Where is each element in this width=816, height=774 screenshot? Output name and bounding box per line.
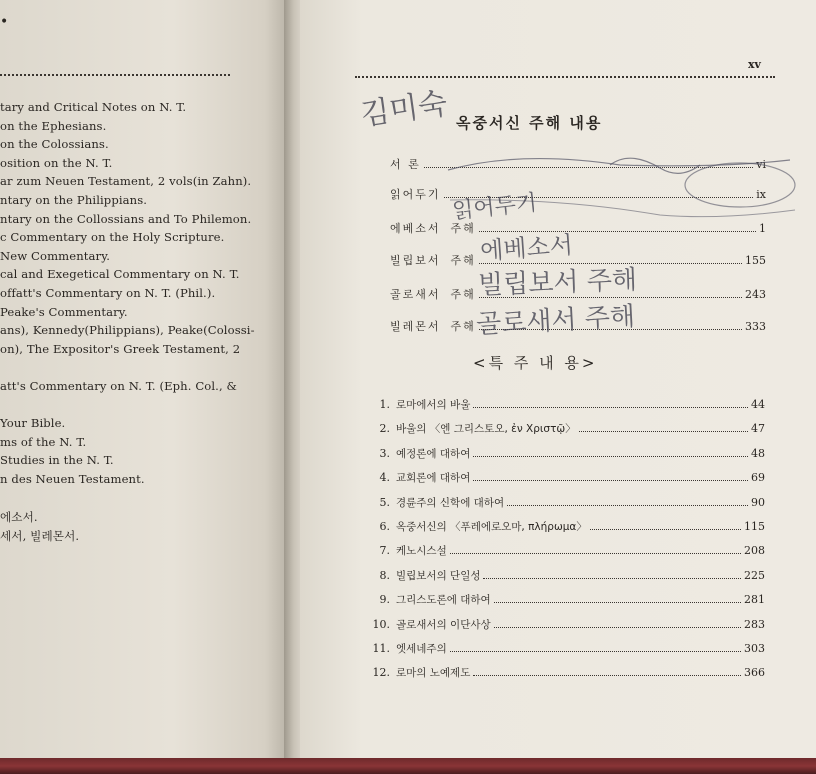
dot-leader bbox=[579, 431, 748, 432]
note-label: 로마의 노예제도 bbox=[396, 667, 471, 680]
handwritten-toc-note: 읽어두기 bbox=[451, 190, 539, 225]
note-number: 9. bbox=[379, 593, 390, 607]
dot-leader bbox=[494, 627, 741, 628]
left-page-line: New Commentary. bbox=[0, 248, 111, 263]
note-row bbox=[370, 519, 765, 535]
note-row bbox=[370, 397, 765, 413]
dot-leader bbox=[473, 480, 748, 481]
note-row bbox=[370, 421, 765, 437]
toc-label-suffix: 주해 bbox=[450, 254, 476, 267]
left-page-line: osition on the N. T. bbox=[0, 155, 113, 170]
toc-page-number: 1 bbox=[759, 222, 766, 235]
toc-page-number: vi bbox=[756, 158, 766, 171]
dot-leader bbox=[473, 407, 748, 408]
note-row bbox=[370, 568, 765, 584]
left-page-line: att's Commentary on N. T. (Eph. Col., & bbox=[0, 379, 237, 393]
left-page-line: tary and Critical Notes on N. T. bbox=[0, 100, 187, 114]
note-number: 1. bbox=[379, 398, 390, 411]
book-bottom-edge bbox=[0, 758, 816, 774]
note-label: 예정론에 대하여 bbox=[396, 447, 471, 460]
left-page-rule bbox=[0, 74, 230, 76]
note-number: 7. bbox=[379, 544, 390, 558]
special-notes-title: <특 주 내 용> bbox=[473, 354, 598, 372]
note-row bbox=[370, 592, 765, 608]
note-row bbox=[370, 641, 765, 657]
left-page-line: ans), Kennedy(Philippians), Peake(Colossi- bbox=[0, 323, 255, 338]
toc-title: 옥중서신 주해 내용 bbox=[456, 114, 603, 132]
left-page-line: 세서, 빌레몬서. bbox=[0, 528, 80, 543]
note-page-number: 303 bbox=[744, 642, 765, 655]
left-page-line: on the Colossians. bbox=[0, 137, 109, 152]
dot-leader bbox=[507, 505, 748, 506]
note-row bbox=[370, 543, 765, 559]
note-label: 로마에서의 바울 bbox=[396, 399, 471, 411]
toc-row bbox=[390, 220, 766, 236]
toc-page-number: 155 bbox=[745, 254, 766, 267]
left-page-line: Your Bible. bbox=[0, 416, 66, 431]
note-number: 8. bbox=[379, 568, 390, 582]
note-page-number: 44 bbox=[751, 398, 765, 411]
note-page-number: 90 bbox=[751, 495, 765, 509]
handwritten-colossians: 골로새서 주해 bbox=[475, 301, 636, 341]
note-row bbox=[370, 446, 765, 462]
left-page-line: ntary on the Collossians and To Philemon. bbox=[0, 211, 252, 226]
note-row bbox=[370, 495, 765, 511]
note-page-number: 281 bbox=[744, 593, 765, 607]
note-page-number: 283 bbox=[744, 617, 765, 631]
left-page-line: on), The Expositor's Greek Testament, 2 bbox=[0, 341, 241, 356]
toc-label-suffix: 주해 bbox=[450, 288, 476, 301]
toc-label: 빌레몬서 bbox=[390, 320, 441, 333]
note-page-number: 48 bbox=[751, 446, 765, 460]
toc-row bbox=[390, 156, 766, 172]
right-page bbox=[300, 0, 816, 760]
left-page-line: ms of the N. T. bbox=[0, 434, 87, 449]
left-page-line: Studies in the N. T. bbox=[0, 453, 114, 468]
note-number: 3. bbox=[379, 446, 390, 460]
toc-label: 읽어두기 bbox=[390, 188, 441, 201]
left-page bbox=[0, 0, 288, 760]
note-label: 케노시스설 bbox=[396, 545, 447, 558]
left-page-mark: • bbox=[0, 14, 9, 30]
toc-label: 서 론 bbox=[390, 158, 421, 171]
note-number: 6. bbox=[379, 520, 390, 533]
note-number: 5. bbox=[379, 495, 390, 509]
left-page-line: Peake's Commentary. bbox=[0, 304, 128, 319]
dot-leader bbox=[473, 456, 748, 457]
dot-leader bbox=[473, 675, 741, 676]
note-label: 골로새서의 이단사상 bbox=[396, 618, 491, 631]
left-page-line: offatt's Commentary on N. T. (Phil.). bbox=[0, 286, 216, 300]
note-page-number: 69 bbox=[751, 471, 765, 485]
right-page-rule bbox=[355, 76, 775, 78]
left-page-line: c Commentary on the Holy Scripture. bbox=[0, 230, 225, 245]
note-label: 빌립보서의 단일성 bbox=[396, 569, 481, 582]
note-page-number: 225 bbox=[744, 568, 765, 582]
toc-label: 에베소서 bbox=[390, 222, 441, 235]
toc-page-number: 243 bbox=[745, 288, 766, 301]
left-page-line: 에소서. bbox=[0, 510, 38, 525]
toc-label-suffix: 주해 bbox=[450, 222, 476, 235]
note-page-number: 366 bbox=[744, 666, 765, 680]
toc-row bbox=[390, 186, 766, 202]
dot-leader bbox=[494, 602, 741, 603]
note-number: 4. bbox=[379, 471, 390, 485]
left-page-line: on the Ephesians. bbox=[0, 118, 107, 133]
note-label: 경륜주의 신학에 대하여 bbox=[396, 496, 505, 509]
note-number: 11. bbox=[372, 642, 390, 655]
note-number: 2. bbox=[379, 422, 390, 436]
toc-label: 골로새서 bbox=[390, 288, 441, 301]
toc-label: 빌립보서 bbox=[390, 254, 441, 267]
dot-leader bbox=[590, 529, 741, 530]
note-label: 옥중서신의 〈푸레에로오마, πλήρωμα〉 bbox=[396, 521, 587, 533]
handwritten-name: 김미숙 bbox=[358, 86, 450, 133]
toc-page-number: 333 bbox=[745, 320, 766, 333]
note-page-number: 208 bbox=[744, 544, 765, 558]
handwritten-philippians: 빌립보서 주해 bbox=[477, 265, 638, 301]
note-row bbox=[370, 665, 765, 681]
note-label: 바울의 〈엔 그리스토오, ἐν Χριστῷ〉 bbox=[396, 423, 576, 436]
note-row bbox=[370, 470, 765, 486]
note-page-number: 47 bbox=[751, 422, 765, 436]
dot-leader bbox=[424, 167, 754, 168]
toc-page-number: ix bbox=[756, 188, 766, 201]
note-label: 엣세네주의 bbox=[396, 643, 447, 655]
left-page-line: cal and Exegetical Commentary on N. T. bbox=[0, 267, 240, 282]
note-number: 12. bbox=[372, 666, 390, 680]
handwritten-ephesians: 에베소서 bbox=[479, 230, 574, 266]
left-page-line: ntary on the Philippians. bbox=[0, 193, 148, 207]
note-page-number: 115 bbox=[744, 520, 765, 533]
note-label: 그리스도론에 대하여 bbox=[396, 594, 491, 607]
note-number: 10. bbox=[372, 617, 390, 631]
note-row bbox=[370, 617, 765, 633]
dot-leader bbox=[450, 651, 741, 652]
dot-leader bbox=[450, 553, 741, 554]
left-page-line: n des Neuen Testament. bbox=[0, 472, 145, 486]
dot-leader bbox=[483, 578, 741, 579]
note-label: 교회론에 대하여 bbox=[396, 472, 471, 485]
left-page-line: ar zum Neuen Testament, 2 vols(in Zahn). bbox=[0, 174, 252, 189]
toc-label-suffix: 주해 bbox=[450, 320, 476, 333]
page-number: xv bbox=[748, 58, 761, 71]
